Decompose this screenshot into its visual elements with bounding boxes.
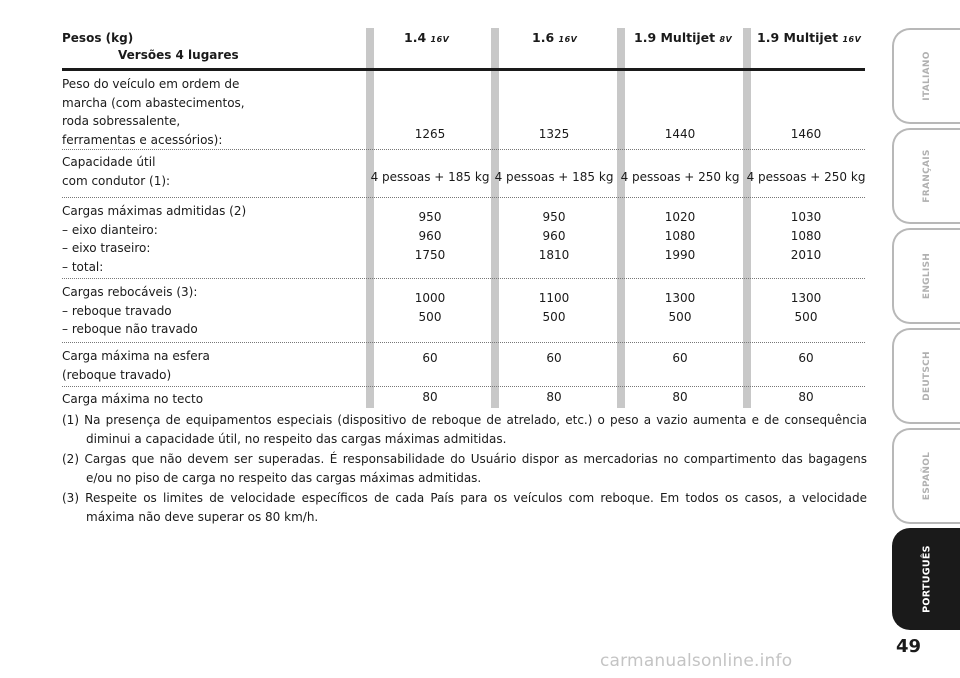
row-label-line: marcha (com abastecimentos,	[62, 95, 245, 110]
footnotes	[62, 411, 867, 528]
cell-value: 80	[798, 390, 814, 404]
column-header: 1.9 Multijet 16V	[757, 30, 862, 45]
header-label	[62, 30, 239, 64]
cell-value: 960	[542, 229, 566, 243]
cell-value: 950	[542, 210, 566, 224]
cell-value: 1100	[538, 291, 570, 305]
cell-value: 80	[672, 390, 688, 404]
table-cell	[370, 168, 490, 187]
cell-value: 80	[546, 390, 562, 404]
table-cell	[494, 125, 614, 144]
row-label	[62, 390, 203, 409]
table-cell	[370, 125, 490, 144]
row-label-line: – total:	[62, 259, 104, 274]
table-cell	[746, 388, 866, 407]
header-title: Pesos (kg)	[62, 31, 134, 45]
tab-deutsch[interactable]: DEUTSCH	[892, 328, 960, 424]
watermark: carmanualsonline.info	[600, 651, 793, 671]
tab-italiano[interactable]: ITALIANO	[892, 28, 960, 124]
table-cell	[370, 349, 490, 368]
table-cell	[620, 388, 740, 407]
table-cell	[620, 125, 740, 144]
table-cell	[620, 289, 740, 327]
table-cell	[494, 208, 614, 265]
table-cell	[370, 289, 490, 327]
cell-value: 4 pessoas + 185 kg	[494, 170, 614, 184]
row-label-line: Carga máxima no tecto	[62, 392, 204, 406]
table-row	[62, 71, 865, 150]
row-label-line: Carga máxima na esfera	[62, 349, 210, 363]
row-label-line: Peso do veículo em ordem de	[62, 77, 240, 91]
footnote: (2) Cargas que não devem ser superadas. É responsabilidade do Usuário dispor as mercadorias no compartimento das bagagens e/ou no piso de carga no respeito das cargas máximas admitidas.	[62, 452, 867, 485]
row-label	[62, 202, 246, 276]
table-cell	[746, 349, 866, 368]
footnote: (3) Respeite os limites de velocidade específicos de cada País para os veículos com reboque. Em todos os casos, a velocidade máxima não deve superar os 80 km/h.	[62, 491, 867, 524]
row-label	[62, 153, 170, 190]
cell-value: 1325	[538, 127, 570, 141]
table-row	[62, 343, 865, 387]
table-body	[62, 71, 865, 412]
cell-value: 1000	[414, 291, 446, 305]
cell-value: 80	[422, 390, 438, 404]
cell-value: 1810	[538, 248, 570, 262]
cell-value: 1460	[790, 127, 822, 141]
cell-value: 1750	[414, 248, 446, 262]
table-cell	[370, 388, 490, 407]
row-label	[62, 283, 198, 339]
table-row	[62, 387, 865, 412]
table-cell	[370, 208, 490, 265]
table-row	[62, 150, 865, 198]
row-label-line: Capacidade útil	[62, 155, 156, 169]
cell-value: 1080	[664, 229, 696, 243]
header-subtitle: Versões 4 lugares	[118, 48, 239, 62]
row-label-line: (reboque travado)	[62, 367, 172, 382]
cell-value: 500	[794, 310, 818, 324]
table-cell	[746, 289, 866, 327]
cell-value: 500	[668, 310, 692, 324]
table-cell	[494, 289, 614, 327]
row-label	[62, 75, 245, 149]
table-cell	[620, 208, 740, 265]
tab-english[interactable]: ENGLISH	[892, 228, 960, 324]
tab-portugues[interactable]: PORTUGUÊS	[892, 528, 960, 630]
weights-table	[62, 28, 865, 412]
cell-value: 60	[546, 351, 562, 365]
column-header: 1.4 16V	[404, 30, 450, 45]
cell-value: 960	[418, 229, 442, 243]
table-cell	[494, 349, 614, 368]
table-row	[62, 279, 865, 343]
cell-value: 950	[418, 210, 442, 224]
cell-value: 2010	[790, 248, 822, 262]
cell-value: 1440	[664, 127, 696, 141]
table-cell	[746, 168, 866, 187]
row-label-line: Cargas rebocáveis (3):	[62, 285, 198, 299]
row-label-line: – eixo dianteiro:	[62, 222, 158, 237]
row-label-line: – eixo traseiro:	[62, 241, 151, 255]
row-label-line: – reboque não travado	[62, 322, 198, 336]
cell-value: 1990	[664, 248, 696, 262]
page-number: 49	[896, 636, 922, 657]
column-header: 1.6 16V	[532, 30, 578, 45]
row-label-line: – reboque travado	[62, 303, 172, 318]
row-label	[62, 347, 210, 384]
tab-francais[interactable]: FRANÇAIS	[892, 128, 960, 224]
table-cell	[620, 168, 740, 187]
cell-value: 4 pessoas + 250 kg	[746, 170, 866, 184]
row-label-line: roda sobressalente,	[62, 114, 181, 128]
table-cell	[494, 168, 614, 187]
cell-value: 1300	[790, 291, 822, 305]
table-cell	[746, 125, 866, 144]
cell-value: 500	[418, 310, 442, 324]
cell-value: 4 pessoas + 250 kg	[620, 170, 740, 184]
cell-value: 4 pessoas + 185 kg	[370, 170, 490, 184]
cell-value: 1020	[664, 210, 696, 224]
cell-value: 60	[798, 351, 814, 365]
cell-value: 500	[542, 310, 566, 324]
cell-value: 1080	[790, 229, 822, 243]
cell-value: 1300	[664, 291, 696, 305]
cell-value: 60	[422, 351, 438, 365]
column-header: 1.9 Multijet 8V	[634, 30, 733, 45]
cell-value: 60	[672, 351, 688, 365]
cell-value: 1265	[414, 127, 446, 141]
table-cell	[746, 208, 866, 265]
tab-espanol[interactable]: ESPAÑOL	[892, 428, 960, 524]
table-row	[62, 198, 865, 279]
table-cell	[494, 388, 614, 407]
table-cell	[620, 349, 740, 368]
table-header	[62, 28, 865, 71]
row-label-line: Cargas máximas admitidas (2)	[62, 204, 247, 218]
row-label-line: com condutor (1):	[62, 173, 171, 188]
footnote: (1) Na presença de equipamentos especiais (dispositivo de reboque de atrelado, etc.) o peso a vazio aumenta e de consequência diminui a capacidade útil, no respeito das cargas máximas admitidas.	[62, 413, 867, 446]
cell-value: 1030	[790, 210, 822, 224]
row-label-line: ferramentas e acessórios):	[62, 132, 223, 147]
